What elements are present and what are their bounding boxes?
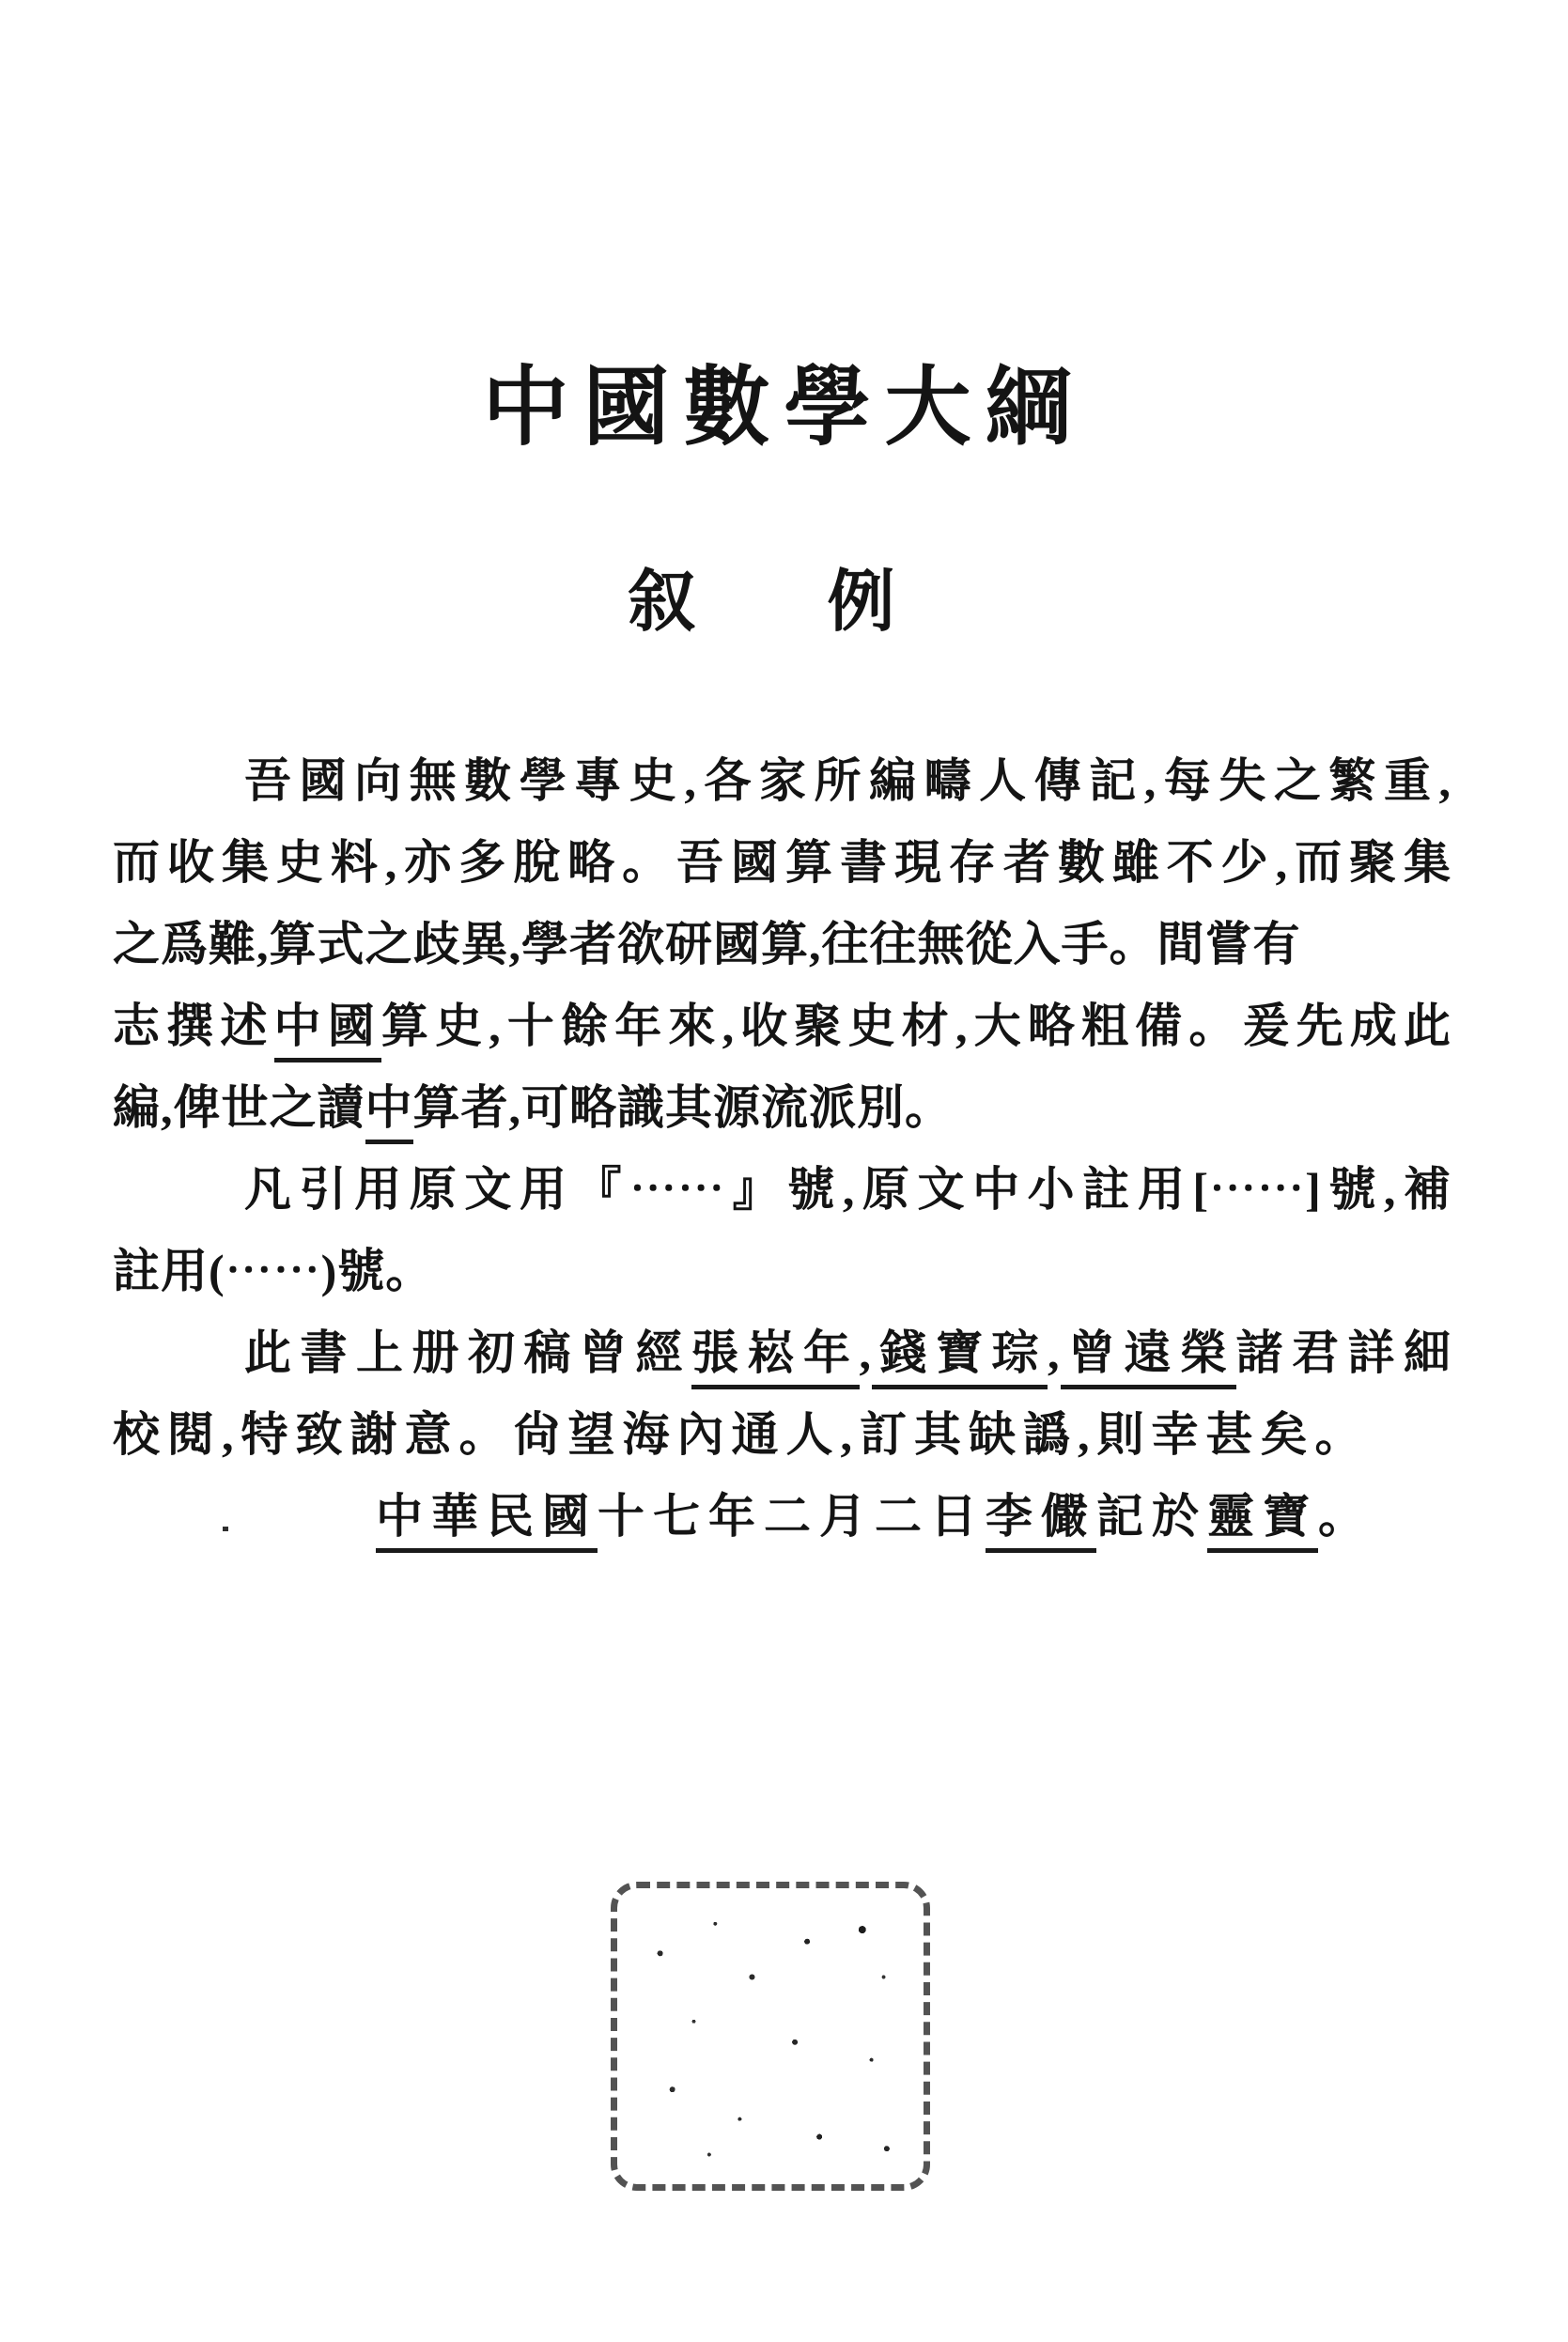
text-segment: 註用(⋯⋯)號。 [113, 1245, 434, 1297]
section-heading-pair [628, 564, 894, 642]
ink-speck [223, 1527, 228, 1531]
section-heading-left-char: 叙 [628, 565, 696, 640]
text-line-6 [113, 1149, 1452, 1231]
text-segment: , [859, 1326, 872, 1379]
text-segment: 諸君詳細 [1235, 1326, 1452, 1379]
text-segment: 十七年二月二日 [598, 1490, 986, 1543]
text-line-7 [113, 1231, 1452, 1312]
section-heading-right-char: 例 [827, 565, 895, 640]
text-segment: 算史,十餘年來,收聚史材,大略粗備。爰先成此 [380, 1000, 1452, 1052]
text-line-4 [113, 985, 1452, 1067]
text-segment: 之爲難,算式之歧異,學者欲研國算,往往無從入手。間嘗有 [113, 918, 1301, 970]
text-segment: 校閱,特致謝意。尙望海內通人,訂其缺譌,則幸甚矣。 [113, 1408, 1370, 1461]
text-segment: 。 [1318, 1490, 1374, 1543]
proper-noun-underlined: 曾遠榮 [1061, 1326, 1236, 1389]
text-segment: 志撰述 [113, 1000, 274, 1052]
text-line-2 [113, 822, 1452, 904]
proper-noun-underlined: 中華民國 [376, 1490, 598, 1553]
text-line-10 [113, 1476, 1452, 1558]
proper-noun-underlined: 李儼 [986, 1490, 1096, 1553]
proper-noun-underlined: 張崧年 [691, 1326, 860, 1389]
preface-text [113, 740, 1452, 1558]
proper-noun-underlined: 中國 [274, 1000, 381, 1062]
text-segment: 算者,可略識其源流派別。 [412, 1081, 953, 1134]
library-stamp [611, 1882, 930, 2191]
text-line-8 [113, 1312, 1452, 1394]
text-segment: 吾國向無數學專史,各家所編疇人傳記,每失之繁重, [244, 754, 1452, 807]
proper-noun-underlined: 靈寶 [1207, 1490, 1318, 1553]
text-segment: , [1048, 1326, 1061, 1379]
text-segment: 凡引用原文用『⋯⋯』號,原文中小註用[⋯⋯]號,補 [244, 1163, 1452, 1216]
text-segment: 而收集史料,亦多脫略。吾國算書現存者數雖不少,而聚集 [113, 836, 1452, 889]
section-heading [0, 564, 1568, 642]
text-line-3 [113, 904, 1452, 985]
text-segment: 記於 [1096, 1490, 1207, 1543]
text-segment: 此書上册初稿曾經 [244, 1326, 691, 1379]
text-line-5 [113, 1067, 1452, 1149]
text-line-9 [113, 1394, 1452, 1476]
text-line-1 [113, 740, 1452, 822]
text-segment: 編,俾世之讀 [113, 1081, 365, 1134]
book-title: 中國數學大綱 [482, 360, 1086, 456]
proper-noun-underlined: 錢寶琮 [872, 1326, 1048, 1389]
proper-noun-underlined: 中 [365, 1081, 413, 1144]
